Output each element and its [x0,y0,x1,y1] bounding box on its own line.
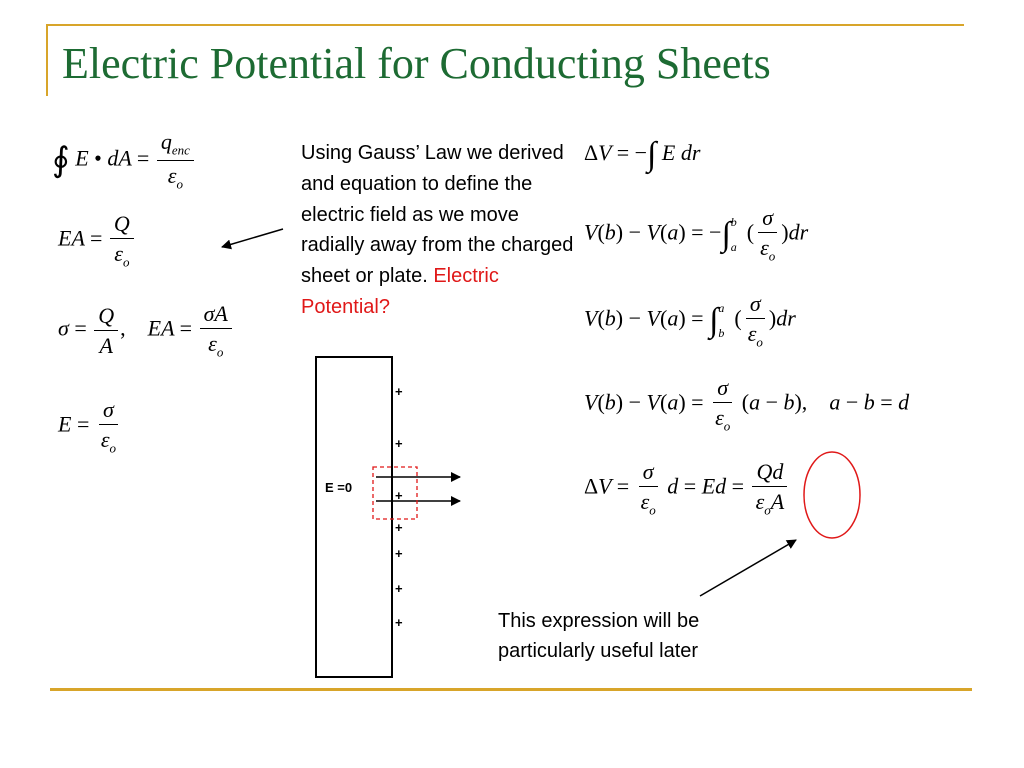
note-text: This expression will be particularly useful later [498,610,700,662]
highlight-circle [804,452,860,538]
pointer-arrow-note [700,540,796,596]
gaussian-surface-box [373,467,417,519]
highlighted-expression: $\frac{Qd}{\varepsilon_oA}$ [752,460,789,517]
plus-charge: + [395,615,403,630]
plus-charge: + [395,384,403,399]
plus-charge: + [395,546,403,561]
plus-charge: + [395,581,403,596]
equation-delta-v-integral: ΔV = −∫ E dr [584,136,701,173]
equation-vb-va-3: V(b) − V(a) = $\frac{\sigma}{\varepsilon_o}$ (a − b), a − b = d [584,375,910,434]
equation-gauss-law: ∮ E • dA = $\frac{q_{enc}}{\varepsilon_o}$ [52,130,196,191]
plus-charge: + [395,488,403,503]
equation-vb-va-1: V(b) − V(a) = −∫ b a ( $\frac{\sigma}{\varepsilon_o}$ )dr [584,205,809,264]
equation-delta-v-final: ΔV = $\frac{\sigma}{\varepsilon_o}$ d = Ed = $\frac{Qd}{\varepsilon_oA}$ [584,460,790,517]
slide-title: Electric Potential for Conducting Sheets [62,39,771,88]
plus-charge: + [395,520,403,535]
description-text: Using Gauss’ Law we derived and equation to define the electric field as we move radially away from the charged sheet or plate. [301,142,574,288]
equation-ea-q: EA = $\frac{Q}{\varepsilon_o}$ [58,212,136,269]
equation-vb-va-2: V(b) − V(a) = ∫ a b ( $\frac{\sigma}{\varepsilon_o}$ )dr [584,291,796,350]
field-inside-label: E =0 [325,480,353,495]
equation-sigma: σ = $\frac{Q}{A}$ , EA = $\frac{\sigma A}{\varepsilon_o}$ [58,302,234,359]
description-highlight: Electric Potential? [301,265,499,318]
plus-charge: + [395,436,403,451]
pointer-arrow-left [222,229,283,247]
equation-e-field: E = $\frac{\sigma}{\varepsilon_o}$ [58,397,117,456]
